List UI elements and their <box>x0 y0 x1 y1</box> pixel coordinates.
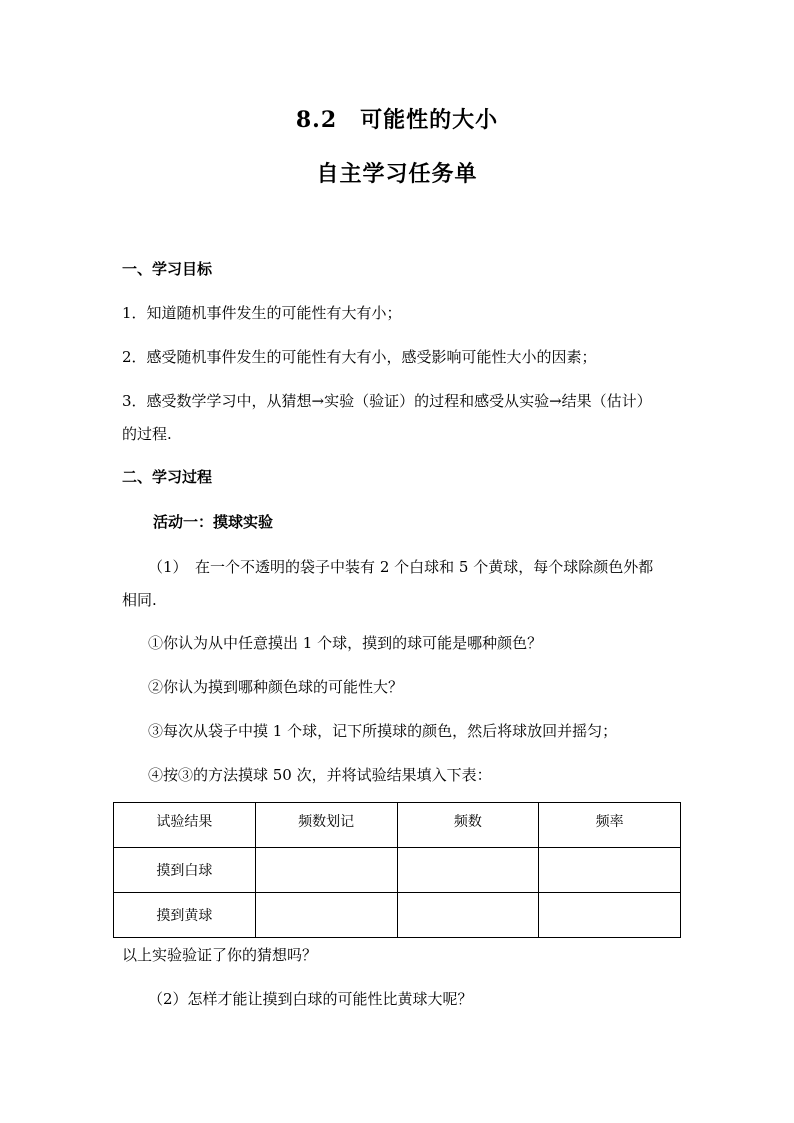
table-cell <box>539 848 681 893</box>
table-row <box>114 848 681 893</box>
question-2: ②你认为摸到哪种颜色球的可能性大？ <box>148 678 404 696</box>
question-4: ④按③的方法摸球 50 次，并将试验结果填入下表： <box>148 766 492 784</box>
table-header-cell: 频数 <box>397 803 539 848</box>
goal-item: 3．感受数学学习中，从猜想→实验（验证）的过程和感受从实验→结果（估计） <box>122 392 652 410</box>
after-table-question: 以上实验验证了你的猜想吗？ <box>122 946 318 964</box>
section-heading-goals: 一、学习目标 <box>122 260 213 278</box>
experiment-results-table <box>113 802 681 938</box>
table-cell <box>397 848 539 893</box>
problem-1-text: （1） 在一个不透明的袋子中装有 2 个白球和 5 个黄球，每个球除颜色外都 <box>148 558 654 576</box>
question-1: ①你认为从中任意摸出 1 个球，摸到的球可能是哪种颜色？ <box>148 634 543 652</box>
table-cell <box>255 893 397 938</box>
table-cell <box>397 893 539 938</box>
table-cell <box>539 893 681 938</box>
table-header-cell: 频数划记 <box>255 803 397 848</box>
problem-2-text: （2）怎样才能让摸到白球的可能性比黄球大呢？ <box>148 990 473 1008</box>
page-subtitle: 自主学习任务单 <box>316 161 478 187</box>
table-cell: 摸到黄球 <box>114 893 256 938</box>
problem-1-text-continued: 相同. <box>122 591 157 609</box>
table-cell <box>255 848 397 893</box>
table-row <box>114 893 681 938</box>
page-title: 8.2 可能性的大小 <box>295 107 499 133</box>
goal-item: 1．知道随机事件发生的可能性有大有小； <box>122 304 402 322</box>
question-3: ③每次从袋子中摸 1 个球，记下所摸球的颜色，然后将球放回并摇匀； <box>148 722 618 740</box>
table-header-cell: 频率 <box>539 803 681 848</box>
section-heading-process: 二、学习过程 <box>122 468 213 486</box>
goal-item: 2．感受随机事件发生的可能性有大有小，感受影响可能性大小的因素； <box>122 348 597 366</box>
activity-heading: 活动一：摸球实验 <box>153 513 274 531</box>
table-header-cell: 试验结果 <box>114 803 256 848</box>
table-cell: 摸到白球 <box>114 848 256 893</box>
table-header-row <box>114 803 681 848</box>
goal-item-continued: 的过程. <box>122 425 172 443</box>
